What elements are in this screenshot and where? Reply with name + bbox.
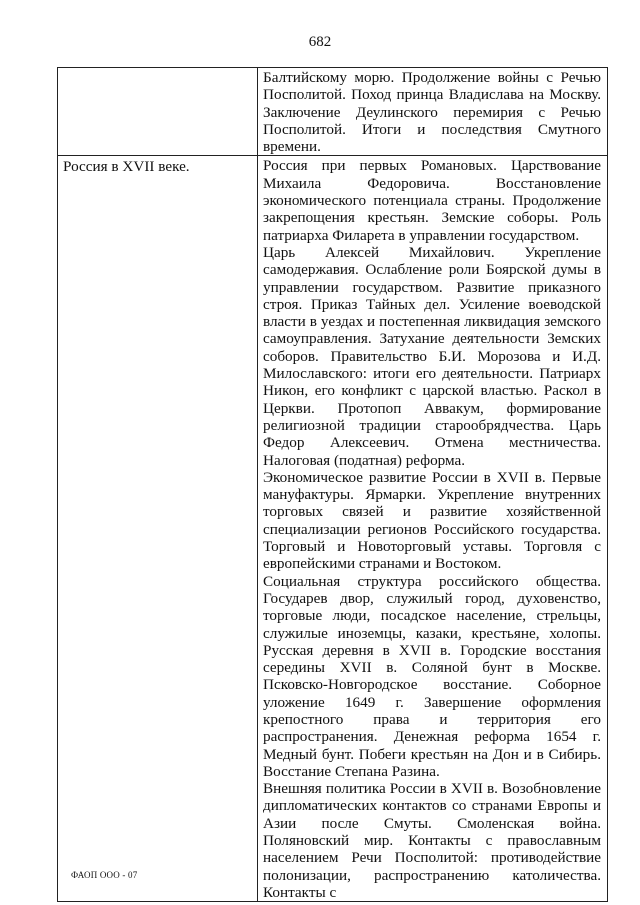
table-row (58, 156, 608, 902)
curriculum-table (57, 67, 608, 902)
content-paragraph: Экономическое развитие России в XVII в. Первые мануфактуры. Ярмарки. Укрепление внутренних торговых связей и развитие хозяйственной специализации регионов Российского государства. Торговый и Новоторговый уставы. Торговля с европейскими странами и Востоком. (263, 468, 601, 573)
content-paragraph: Царь Алексей Михайлович. Укрепление самодержавия. Ослабление роли Боярской думы в управлении государством. Развитие приказного строя. Приказ Тайных дел. Усиление воеводской власти в уездах и постепенная ликвидация земского самоуправления. Затухание деятельности Земских соборов. Правительство Б.И. Морозова и И.Д. Милославского: итоги его деятельности. Патриарх Никон, его конфликт с царской властью. Раскол в Церкви. Протопоп Аввакум, формирование религиозной традиции старообрядчества. Царь Федор Алексеевич. Отмена местничества. Налоговая (податная) реформа. (263, 243, 601, 469)
topic-cell: Россия в XVII веке. (58, 156, 258, 902)
content-paragraph: Социальная структура российского общества. Государев двор, служилый город, духовенство, торговые люди, посадское население, стрельцы, служилые иноземцы, казаки, крестьяне, холопы. Русская деревня в XVII в. Городские восстания середины XVII в. Соляной бунт в Москве. Псковско-Новгородское восстание. Соборное уложение 1649 г. Завершение оформления крепостного права и территория его распространения. Денежная реформа 1654 г. Медный бунт. Побеги крестьян на Дон и в Сибирь. Восстание Степана Разина. (263, 572, 601, 780)
content-cell (258, 68, 608, 156)
topic-cell (58, 68, 258, 156)
content-paragraph: Внешняя политика России в XVII в. Возобновление дипломатических контактов со странами Европы и Азии после Смуты. Смоленская война. Поляновский мир. Контакты с православным населением Речи Посполитой: противодействие полонизации, распространению католичества. Контакты с (263, 780, 601, 901)
table-row (58, 68, 608, 156)
content-paragraph: Россия при первых Романовых. Царствование Михаила Федоровича. Восстановление экономического потенциала страны. Продолжение закрепощения крестьян. Земские соборы. Роль патриарха Филарета в управлении государством. (263, 157, 601, 244)
content-cell (258, 156, 608, 902)
content-paragraph: Балтийскому морю. Продолжение войны с Речью Посполитой. Поход принца Владислава на Москву. Заключение Деулинского перемирия с Речью Посполитой. Итоги и последствия Смутного времени. (263, 69, 601, 156)
document-code-footer: ФАОП ООО - 07 (71, 870, 138, 880)
page-number: 682 (308, 34, 332, 50)
